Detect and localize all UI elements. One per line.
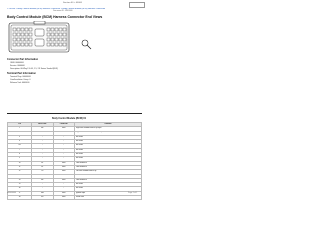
cell-pin: 14 bbox=[8, 178, 32, 182]
cell-function: Low Reference bbox=[74, 161, 141, 165]
cell-circuit: 0000 bbox=[53, 170, 74, 174]
cell-circuit: 0000 bbox=[53, 178, 74, 182]
document-id: Document ID: 0000000 bbox=[53, 10, 73, 12]
cell-circuit: - bbox=[53, 135, 74, 139]
connector-info-line: Service: 0000000 bbox=[10, 65, 25, 67]
connector-end-view-diagram bbox=[8, 21, 71, 54]
breadcrumb[interactable]: > Pin-out > Body Control Module (BCM) Harness Connector > Body Control Module (BCM) Harness Connector bbox=[7, 7, 106, 10]
cell-circuit: 0000 bbox=[53, 131, 74, 135]
cell-function: Not Used bbox=[74, 144, 141, 148]
cell-function: Not Used bbox=[74, 135, 141, 139]
cell-wire-color: - bbox=[32, 140, 53, 144]
cell-pin: 3 bbox=[8, 135, 32, 139]
cell-circuit: - bbox=[53, 144, 74, 148]
cell-pin: 17 bbox=[8, 191, 32, 195]
cell-pin: 7 bbox=[8, 148, 32, 152]
cell-wire-color: - bbox=[32, 153, 53, 157]
cell-pin: 18 bbox=[8, 196, 32, 200]
cell-circuit: - bbox=[53, 183, 74, 187]
cell-function: Not Used bbox=[74, 153, 141, 157]
terminal-info-heading: Terminal Part Information bbox=[7, 72, 36, 75]
page-title: Body Control Module (BCM) Harness Connector End Views bbox=[7, 14, 103, 19]
cell-function: Left Rear Window Switch Down bbox=[74, 174, 141, 178]
cell-circuit: - bbox=[53, 148, 74, 152]
cell-function: Left Rear Window Switch Up bbox=[74, 170, 141, 174]
cell-pin: 12 bbox=[8, 170, 32, 174]
cell-circuit: 0000 bbox=[53, 191, 74, 195]
cell-pin: 15 bbox=[8, 183, 32, 187]
cell-function: Low Reference bbox=[74, 178, 141, 182]
cell-wire-color: - bbox=[32, 148, 53, 152]
connector-info-line: Description: 00-Way F 0.64, 1.5, 2.8 Series Sealed (BLK) bbox=[10, 68, 58, 70]
cell-pin: 10 bbox=[8, 161, 32, 165]
cell-circuit: - bbox=[53, 140, 74, 144]
cell-wire-color: - bbox=[32, 135, 53, 139]
column-header-wire-color: Wire Color bbox=[32, 123, 53, 127]
pin-table-body bbox=[8, 127, 142, 200]
terminal-info-line: Release Tool: 0000000 bbox=[10, 82, 30, 84]
cell-wire-color: - bbox=[32, 144, 53, 148]
cell-pin: 16 bbox=[8, 187, 32, 191]
cell-function: Right Rear Window Switch Down Input bbox=[74, 131, 141, 135]
cell-wire-color: GY bbox=[32, 161, 53, 165]
pin-table bbox=[7, 122, 142, 200]
cell-pin: 8 bbox=[8, 153, 32, 157]
cell-wire-color: - bbox=[32, 183, 53, 187]
header-top-line: Section 00 > 00000 bbox=[63, 1, 82, 4]
cell-wire-color: BK bbox=[32, 127, 53, 131]
column-header-pin: Pin bbox=[8, 123, 32, 127]
cell-circuit: - bbox=[53, 157, 74, 161]
terminal-detail-icon bbox=[80, 38, 92, 50]
column-header-circuit: Circuit No. bbox=[53, 123, 74, 127]
column-header-function: Function bbox=[74, 123, 141, 127]
cell-function: Serial Data bbox=[74, 196, 141, 200]
cell-circuit: 0000 bbox=[53, 174, 74, 178]
cell-function: Not Used bbox=[74, 187, 141, 191]
connector-info-heading: Connector Part Information bbox=[7, 58, 39, 61]
cell-function: Not Used bbox=[74, 140, 141, 144]
cell-wire-color: GY bbox=[32, 165, 53, 169]
table-row bbox=[8, 196, 142, 200]
cell-function: Not Used bbox=[74, 148, 141, 152]
cell-pin: 5-6 bbox=[8, 144, 32, 148]
cell-pin: 1 bbox=[8, 127, 32, 131]
cell-wire-color: BN bbox=[32, 174, 53, 178]
section-divider bbox=[7, 113, 142, 114]
cell-wire-color: BK bbox=[32, 178, 53, 182]
cell-pin: 9 bbox=[8, 157, 32, 161]
footer-page: Page 1 of 1 bbox=[128, 192, 138, 194]
footer-date: 00/00/0000 bbox=[7, 192, 16, 194]
cell-function: Ignition Input bbox=[74, 191, 141, 195]
cell-wire-color: YE bbox=[32, 170, 53, 174]
reference-box bbox=[129, 2, 145, 8]
cell-wire-color: BU bbox=[32, 196, 53, 200]
cell-wire-color: WH bbox=[32, 191, 53, 195]
cell-circuit: 0000 bbox=[53, 161, 74, 165]
cell-wire-color: YE bbox=[32, 131, 53, 135]
cell-wire-color: - bbox=[32, 187, 53, 191]
connector-part-information bbox=[7, 58, 127, 84]
cell-circuit: - bbox=[53, 153, 74, 157]
cell-circuit: 0000 bbox=[53, 165, 74, 169]
cell-function: Not Used bbox=[74, 157, 141, 161]
cell-function: Right Rear Window Switch Up Input bbox=[74, 127, 141, 131]
cell-pin: 4 bbox=[8, 140, 32, 144]
cell-circuit: 0000 bbox=[53, 127, 74, 131]
terminal-info-line: Core/Insulation Crimp: 0 bbox=[10, 79, 31, 81]
cell-function: Not Used bbox=[74, 183, 141, 187]
table-title: Body Control Module (BCM) X1 bbox=[52, 118, 87, 120]
cell-pin: 13 bbox=[8, 174, 32, 178]
cell-function: Low Reference bbox=[74, 165, 141, 169]
cell-circuit: - bbox=[53, 187, 74, 191]
cell-circuit: 0000 bbox=[53, 196, 74, 200]
cell-pin: 2 bbox=[8, 131, 32, 135]
cell-wire-color: - bbox=[32, 157, 53, 161]
cell-pin: 11 bbox=[8, 165, 32, 169]
terminal-info-line: Terminal/Tray: 00000000 bbox=[10, 76, 31, 78]
connector-info-line: OEM: 00000000 bbox=[10, 62, 24, 64]
